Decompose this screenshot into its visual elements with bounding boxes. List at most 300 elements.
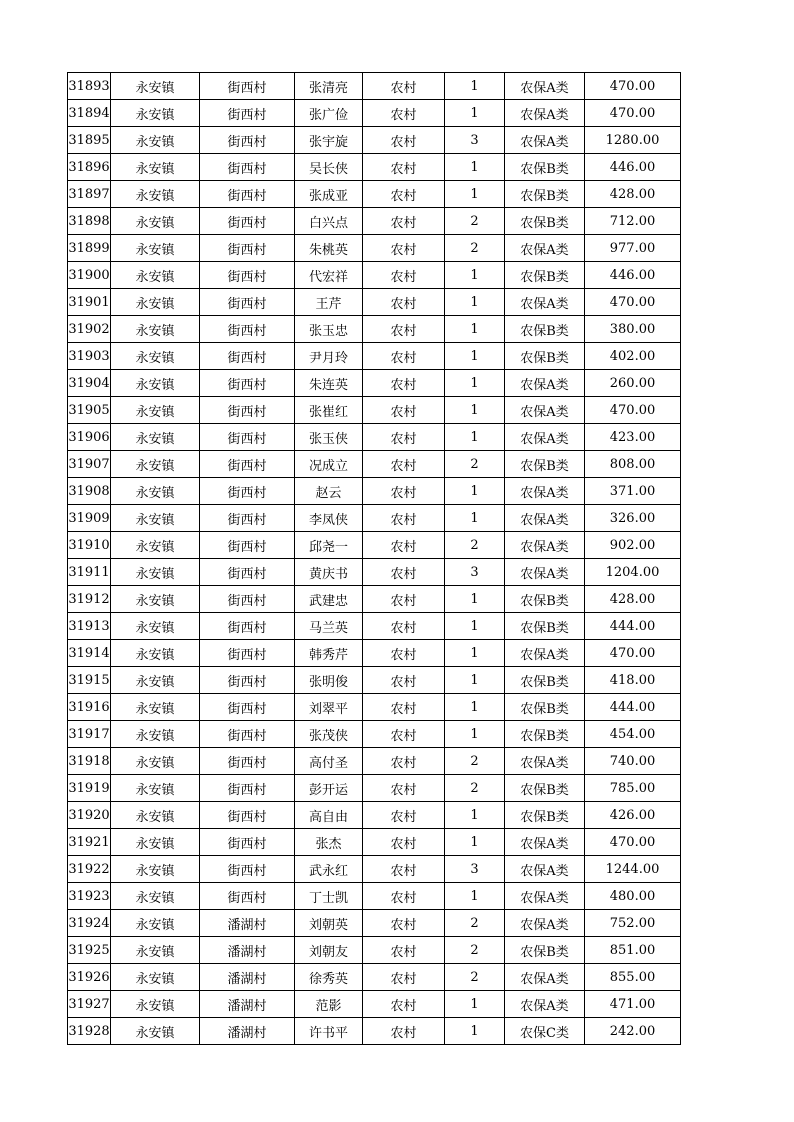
category-cell: 农保A类 [505, 478, 585, 505]
count-cell: 1 [445, 370, 505, 397]
record-id-cell: 31927 [68, 991, 111, 1018]
village-cell: 街西村 [200, 505, 295, 532]
record-id-cell: 31919 [68, 775, 111, 802]
village-cell: 街西村 [200, 721, 295, 748]
amount-cell: 428.00 [585, 586, 681, 613]
name-cell: 刘朝友 [295, 937, 363, 964]
category-cell: 农保A类 [505, 370, 585, 397]
table-row [68, 208, 681, 235]
record-id-cell: 31922 [68, 856, 111, 883]
village-cell: 街西村 [200, 532, 295, 559]
type-cell: 农村 [363, 100, 445, 127]
record-id-cell: 31894 [68, 100, 111, 127]
village-cell: 街西村 [200, 289, 295, 316]
type-cell: 农村 [363, 424, 445, 451]
village-cell: 街西村 [200, 451, 295, 478]
category-cell: 农保B类 [505, 694, 585, 721]
category-cell: 农保A类 [505, 559, 585, 586]
village-cell: 街西村 [200, 748, 295, 775]
village-cell: 街西村 [200, 829, 295, 856]
town-cell: 永安镇 [111, 154, 200, 181]
record-id-cell: 31918 [68, 748, 111, 775]
category-cell: 农保B类 [505, 775, 585, 802]
category-cell: 农保C类 [505, 1018, 585, 1045]
village-cell: 街西村 [200, 181, 295, 208]
count-cell: 2 [445, 532, 505, 559]
type-cell: 农村 [363, 613, 445, 640]
name-cell: 黄庆书 [295, 559, 363, 586]
record-id-cell: 31920 [68, 802, 111, 829]
record-id-cell: 31901 [68, 289, 111, 316]
name-cell: 彭开运 [295, 775, 363, 802]
table-row [68, 775, 681, 802]
village-cell: 街西村 [200, 613, 295, 640]
amount-cell: 444.00 [585, 613, 681, 640]
town-cell: 永安镇 [111, 235, 200, 262]
type-cell: 农村 [363, 370, 445, 397]
count-cell: 1 [445, 505, 505, 532]
type-cell: 农村 [363, 73, 445, 100]
town-cell: 永安镇 [111, 721, 200, 748]
table-row [68, 73, 681, 100]
record-id-cell: 31917 [68, 721, 111, 748]
amount-cell: 470.00 [585, 640, 681, 667]
type-cell: 农村 [363, 964, 445, 991]
table-row [68, 559, 681, 586]
count-cell: 3 [445, 127, 505, 154]
village-cell: 街西村 [200, 559, 295, 586]
type-cell: 农村 [363, 667, 445, 694]
count-cell: 1 [445, 424, 505, 451]
record-id-cell: 31904 [68, 370, 111, 397]
record-id-cell: 31915 [68, 667, 111, 694]
name-cell: 张宇旋 [295, 127, 363, 154]
record-id-cell: 31909 [68, 505, 111, 532]
record-id-cell: 31911 [68, 559, 111, 586]
amount-cell: 423.00 [585, 424, 681, 451]
table-row [68, 505, 681, 532]
table-row [68, 802, 681, 829]
count-cell: 1 [445, 829, 505, 856]
category-cell: 农保A类 [505, 100, 585, 127]
category-cell: 农保B类 [505, 316, 585, 343]
name-cell: 尹月玲 [295, 343, 363, 370]
record-id-cell: 31899 [68, 235, 111, 262]
table-row [68, 910, 681, 937]
town-cell: 永安镇 [111, 991, 200, 1018]
category-cell: 农保B类 [505, 937, 585, 964]
name-cell: 张成亚 [295, 181, 363, 208]
town-cell: 永安镇 [111, 343, 200, 370]
town-cell: 永安镇 [111, 883, 200, 910]
table-row [68, 937, 681, 964]
category-cell: 农保A类 [505, 289, 585, 316]
amount-cell: 402.00 [585, 343, 681, 370]
table-row [68, 451, 681, 478]
type-cell: 农村 [363, 343, 445, 370]
village-cell: 街西村 [200, 154, 295, 181]
category-cell: 农保A类 [505, 910, 585, 937]
type-cell: 农村 [363, 694, 445, 721]
count-cell: 2 [445, 775, 505, 802]
amount-cell: 752.00 [585, 910, 681, 937]
record-id-cell: 31924 [68, 910, 111, 937]
table-row [68, 964, 681, 991]
category-cell: 农保A类 [505, 829, 585, 856]
category-cell: 农保B类 [505, 667, 585, 694]
type-cell: 农村 [363, 910, 445, 937]
name-cell: 许书平 [295, 1018, 363, 1045]
name-cell: 武建忠 [295, 586, 363, 613]
village-cell: 街西村 [200, 370, 295, 397]
village-cell: 街西村 [200, 775, 295, 802]
record-id-cell: 31912 [68, 586, 111, 613]
count-cell: 1 [445, 478, 505, 505]
village-cell: 街西村 [200, 316, 295, 343]
table-row [68, 127, 681, 154]
amount-cell: 855.00 [585, 964, 681, 991]
record-id-cell: 31916 [68, 694, 111, 721]
record-id-cell: 31893 [68, 73, 111, 100]
record-id-cell: 31898 [68, 208, 111, 235]
count-cell: 1 [445, 586, 505, 613]
name-cell: 张玉侠 [295, 424, 363, 451]
amount-cell: 902.00 [585, 532, 681, 559]
category-cell: 农保A类 [505, 640, 585, 667]
name-cell: 高付圣 [295, 748, 363, 775]
table-row [68, 262, 681, 289]
count-cell: 1 [445, 397, 505, 424]
table-row [68, 397, 681, 424]
village-cell: 街西村 [200, 424, 295, 451]
count-cell: 2 [445, 208, 505, 235]
count-cell: 1 [445, 640, 505, 667]
name-cell: 高自由 [295, 802, 363, 829]
category-cell: 农保A类 [505, 127, 585, 154]
table-row [68, 991, 681, 1018]
category-cell: 农保A类 [505, 73, 585, 100]
data-table [67, 72, 681, 1045]
amount-cell: 380.00 [585, 316, 681, 343]
town-cell: 永安镇 [111, 748, 200, 775]
type-cell: 农村 [363, 775, 445, 802]
record-id-cell: 31925 [68, 937, 111, 964]
village-cell: 街西村 [200, 802, 295, 829]
name-cell: 况成立 [295, 451, 363, 478]
type-cell: 农村 [363, 289, 445, 316]
town-cell: 永安镇 [111, 370, 200, 397]
table-row [68, 856, 681, 883]
amount-cell: 785.00 [585, 775, 681, 802]
type-cell: 农村 [363, 208, 445, 235]
name-cell: 张玉忠 [295, 316, 363, 343]
type-cell: 农村 [363, 154, 445, 181]
count-cell: 1 [445, 1018, 505, 1045]
town-cell: 永安镇 [111, 1018, 200, 1045]
name-cell: 徐秀英 [295, 964, 363, 991]
name-cell: 张清亮 [295, 73, 363, 100]
town-cell: 永安镇 [111, 910, 200, 937]
record-id-cell: 31926 [68, 964, 111, 991]
table-row [68, 235, 681, 262]
village-cell: 街西村 [200, 478, 295, 505]
village-cell: 潘湖村 [200, 991, 295, 1018]
record-id-cell: 31897 [68, 181, 111, 208]
town-cell: 永安镇 [111, 829, 200, 856]
name-cell: 赵云 [295, 478, 363, 505]
type-cell: 农村 [363, 586, 445, 613]
category-cell: 农保B类 [505, 208, 585, 235]
count-cell: 1 [445, 667, 505, 694]
count-cell: 3 [445, 559, 505, 586]
town-cell: 永安镇 [111, 127, 200, 154]
type-cell: 农村 [363, 478, 445, 505]
record-id-cell: 31928 [68, 1018, 111, 1045]
table-row [68, 154, 681, 181]
amount-cell: 470.00 [585, 289, 681, 316]
count-cell: 1 [445, 262, 505, 289]
category-cell: 农保A类 [505, 883, 585, 910]
amount-cell: 326.00 [585, 505, 681, 532]
village-cell: 街西村 [200, 883, 295, 910]
count-cell: 1 [445, 883, 505, 910]
count-cell: 1 [445, 343, 505, 370]
table-row [68, 640, 681, 667]
town-cell: 永安镇 [111, 451, 200, 478]
table-row [68, 316, 681, 343]
count-cell: 2 [445, 235, 505, 262]
amount-cell: 426.00 [585, 802, 681, 829]
table-row [68, 289, 681, 316]
count-cell: 1 [445, 181, 505, 208]
count-cell: 2 [445, 964, 505, 991]
count-cell: 2 [445, 748, 505, 775]
name-cell: 刘朝英 [295, 910, 363, 937]
table-row [68, 343, 681, 370]
category-cell: 农保A类 [505, 964, 585, 991]
table-row [68, 721, 681, 748]
count-cell: 1 [445, 100, 505, 127]
category-cell: 农保A类 [505, 856, 585, 883]
category-cell: 农保A类 [505, 991, 585, 1018]
count-cell: 2 [445, 937, 505, 964]
table-row [68, 181, 681, 208]
category-cell: 农保B类 [505, 343, 585, 370]
amount-cell: 1244.00 [585, 856, 681, 883]
amount-cell: 428.00 [585, 181, 681, 208]
count-cell: 1 [445, 802, 505, 829]
type-cell: 农村 [363, 640, 445, 667]
count-cell: 1 [445, 613, 505, 640]
village-cell: 街西村 [200, 856, 295, 883]
type-cell: 农村 [363, 991, 445, 1018]
amount-cell: 808.00 [585, 451, 681, 478]
count-cell: 3 [445, 856, 505, 883]
count-cell: 1 [445, 721, 505, 748]
name-cell: 丁士凯 [295, 883, 363, 910]
table-row [68, 748, 681, 775]
category-cell: 农保B类 [505, 181, 585, 208]
count-cell: 2 [445, 910, 505, 937]
amount-cell: 851.00 [585, 937, 681, 964]
town-cell: 永安镇 [111, 505, 200, 532]
table-row [68, 586, 681, 613]
type-cell: 农村 [363, 397, 445, 424]
town-cell: 永安镇 [111, 802, 200, 829]
table-row [68, 424, 681, 451]
type-cell: 农村 [363, 856, 445, 883]
amount-cell: 1204.00 [585, 559, 681, 586]
town-cell: 永安镇 [111, 694, 200, 721]
village-cell: 街西村 [200, 208, 295, 235]
village-cell: 街西村 [200, 262, 295, 289]
name-cell: 朱桃英 [295, 235, 363, 262]
name-cell: 张杰 [295, 829, 363, 856]
amount-cell: 977.00 [585, 235, 681, 262]
name-cell: 朱连英 [295, 370, 363, 397]
amount-cell: 470.00 [585, 397, 681, 424]
town-cell: 永安镇 [111, 856, 200, 883]
town-cell: 永安镇 [111, 478, 200, 505]
record-id-cell: 31923 [68, 883, 111, 910]
amount-cell: 418.00 [585, 667, 681, 694]
village-cell: 街西村 [200, 694, 295, 721]
type-cell: 农村 [363, 451, 445, 478]
village-cell: 街西村 [200, 640, 295, 667]
name-cell: 代宏祥 [295, 262, 363, 289]
table-body [68, 73, 681, 1045]
category-cell: 农保B类 [505, 802, 585, 829]
table-row [68, 532, 681, 559]
amount-cell: 454.00 [585, 721, 681, 748]
amount-cell: 480.00 [585, 883, 681, 910]
amount-cell: 470.00 [585, 100, 681, 127]
name-cell: 张茂侠 [295, 721, 363, 748]
amount-cell: 470.00 [585, 829, 681, 856]
name-cell: 张明俊 [295, 667, 363, 694]
type-cell: 农村 [363, 829, 445, 856]
count-cell: 1 [445, 316, 505, 343]
amount-cell: 1280.00 [585, 127, 681, 154]
amount-cell: 712.00 [585, 208, 681, 235]
table-row [68, 613, 681, 640]
category-cell: 农保B类 [505, 586, 585, 613]
type-cell: 农村 [363, 937, 445, 964]
type-cell: 农村 [363, 559, 445, 586]
town-cell: 永安镇 [111, 532, 200, 559]
record-id-cell: 31908 [68, 478, 111, 505]
village-cell: 街西村 [200, 100, 295, 127]
town-cell: 永安镇 [111, 559, 200, 586]
category-cell: 农保A类 [505, 532, 585, 559]
type-cell: 农村 [363, 883, 445, 910]
count-cell: 1 [445, 73, 505, 100]
table-row [68, 694, 681, 721]
category-cell: 农保A类 [505, 397, 585, 424]
category-cell: 农保B类 [505, 613, 585, 640]
type-cell: 农村 [363, 721, 445, 748]
record-id-cell: 31910 [68, 532, 111, 559]
table-row [68, 829, 681, 856]
type-cell: 农村 [363, 262, 445, 289]
type-cell: 农村 [363, 505, 445, 532]
record-id-cell: 31905 [68, 397, 111, 424]
category-cell: 农保A类 [505, 235, 585, 262]
type-cell: 农村 [363, 748, 445, 775]
name-cell: 王芹 [295, 289, 363, 316]
category-cell: 农保A类 [505, 424, 585, 451]
count-cell: 2 [445, 451, 505, 478]
type-cell: 农村 [363, 1018, 445, 1045]
amount-cell: 471.00 [585, 991, 681, 1018]
count-cell: 1 [445, 154, 505, 181]
town-cell: 永安镇 [111, 964, 200, 991]
amount-cell: 242.00 [585, 1018, 681, 1045]
village-cell: 潘湖村 [200, 937, 295, 964]
table-row [68, 100, 681, 127]
amount-cell: 446.00 [585, 262, 681, 289]
type-cell: 农村 [363, 181, 445, 208]
amount-cell: 260.00 [585, 370, 681, 397]
name-cell: 马兰英 [295, 613, 363, 640]
category-cell: 农保A类 [505, 748, 585, 775]
table-row [68, 667, 681, 694]
village-cell: 街西村 [200, 667, 295, 694]
type-cell: 农村 [363, 532, 445, 559]
type-cell: 农村 [363, 802, 445, 829]
village-cell: 潘湖村 [200, 910, 295, 937]
name-cell: 张崔红 [295, 397, 363, 424]
type-cell: 农村 [363, 127, 445, 154]
name-cell: 邱尧一 [295, 532, 363, 559]
name-cell: 吴长侠 [295, 154, 363, 181]
count-cell: 1 [445, 289, 505, 316]
town-cell: 永安镇 [111, 73, 200, 100]
type-cell: 农村 [363, 316, 445, 343]
town-cell: 永安镇 [111, 100, 200, 127]
count-cell: 1 [445, 991, 505, 1018]
record-id-cell: 31902 [68, 316, 111, 343]
record-id-cell: 31896 [68, 154, 111, 181]
name-cell: 刘翠平 [295, 694, 363, 721]
record-id-cell: 31913 [68, 613, 111, 640]
town-cell: 永安镇 [111, 937, 200, 964]
count-cell: 1 [445, 694, 505, 721]
record-id-cell: 31921 [68, 829, 111, 856]
town-cell: 永安镇 [111, 289, 200, 316]
town-cell: 永安镇 [111, 181, 200, 208]
amount-cell: 444.00 [585, 694, 681, 721]
town-cell: 永安镇 [111, 208, 200, 235]
amount-cell: 470.00 [585, 73, 681, 100]
village-cell: 街西村 [200, 127, 295, 154]
village-cell: 街西村 [200, 586, 295, 613]
town-cell: 永安镇 [111, 775, 200, 802]
village-cell: 潘湖村 [200, 964, 295, 991]
table-row [68, 883, 681, 910]
table-row [68, 1018, 681, 1045]
village-cell: 潘湖村 [200, 1018, 295, 1045]
record-id-cell: 31914 [68, 640, 111, 667]
amount-cell: 371.00 [585, 478, 681, 505]
amount-cell: 446.00 [585, 154, 681, 181]
record-id-cell: 31906 [68, 424, 111, 451]
table-row [68, 370, 681, 397]
town-cell: 永安镇 [111, 586, 200, 613]
record-id-cell: 31900 [68, 262, 111, 289]
village-cell: 街西村 [200, 73, 295, 100]
category-cell: 农保B类 [505, 721, 585, 748]
